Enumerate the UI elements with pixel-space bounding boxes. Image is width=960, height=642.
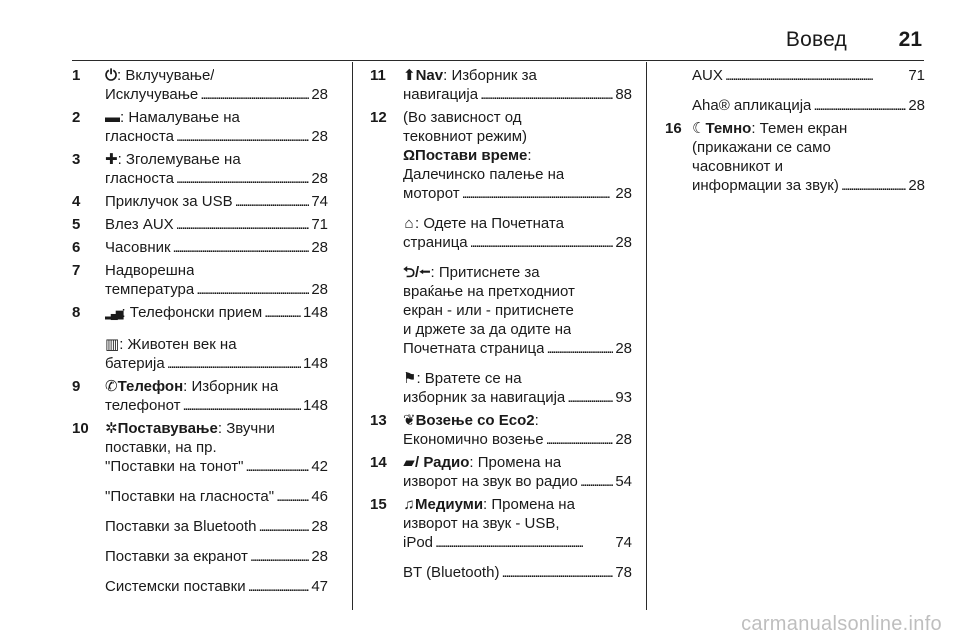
entry-text: информации за звук): [692, 177, 839, 194]
page-ref: 28: [615, 340, 632, 357]
entry-label: / Радио: [415, 454, 470, 471]
entry-number: 16: [665, 120, 682, 137]
entry-number: 6: [72, 239, 81, 256]
entry-text: моторот: [403, 185, 460, 202]
entry-bt-media: [370, 563, 632, 582]
entry-number: 12: [370, 109, 387, 126]
entry-phone-signal: [72, 303, 328, 324]
radio-icon: ▰: [403, 454, 415, 471]
navigation-arrow-icon: ⬆: [403, 67, 416, 84]
entry-number: 13: [370, 412, 387, 429]
entry-label: Постави време: [415, 147, 528, 164]
entry-text: : Намалување на: [120, 109, 240, 126]
entry-text: : Телефонски прием: [121, 304, 263, 321]
entry-aux-media: [665, 66, 925, 85]
entry-home: [370, 214, 632, 252]
entry-text: Системски поставки: [105, 578, 246, 595]
entry-power: [72, 66, 328, 104]
entry-text: AUX: [692, 67, 723, 84]
page-ref: 54: [615, 473, 632, 490]
entry-text: : Вратете се на: [416, 370, 522, 387]
entry-text: : Промена на: [469, 454, 562, 471]
entry-text: : Одете на Почетната: [415, 215, 564, 232]
page-ref: 78: [615, 564, 632, 581]
entry-text: : Изборник на: [183, 378, 279, 395]
entry-text: Почетната страница: [403, 340, 545, 357]
plus-icon: ✚: [105, 151, 118, 168]
entry-usb: [72, 192, 328, 211]
entry-aha: [665, 96, 925, 115]
page-ref: 74: [311, 193, 328, 210]
entry-number: 11: [370, 67, 386, 84]
entry-text: гласноста: [105, 170, 174, 187]
entry-text: :: [534, 412, 539, 429]
entry-text: : Звучни: [217, 420, 275, 437]
moon-icon: ☾: [692, 120, 706, 137]
eco-leaf-icon: ❦: [403, 412, 416, 429]
page-ref: 28: [615, 234, 632, 251]
home-icon: ⌂: [404, 215, 414, 232]
entry-label: Nav: [415, 67, 444, 84]
page-ref: 28: [615, 185, 632, 202]
page-ref: 93: [615, 389, 632, 406]
page-number: 21: [898, 28, 922, 51]
entry-number: 7: [72, 262, 81, 279]
entry-text: изворот на звук - USB,: [403, 515, 560, 532]
page-ref: 28: [311, 239, 328, 256]
column-divider: [352, 62, 353, 610]
entry-text: Исклучување: [105, 86, 199, 103]
page-ref: 47: [311, 578, 328, 595]
entry-media: [370, 495, 632, 552]
page-ref: 28: [311, 86, 328, 103]
page-ref: 28: [311, 518, 328, 535]
entry-number: 15: [370, 496, 387, 513]
entry-number: 10: [72, 420, 89, 437]
entry-text: BT (Bluetooth): [403, 564, 500, 581]
entry-number: 9: [72, 378, 81, 395]
entry-dark: [665, 119, 925, 195]
entry-text: екран - или - притиснете: [403, 302, 574, 319]
page-ref: 148: [302, 397, 328, 414]
page-header: [72, 26, 924, 61]
entry-label: Медиуми: [415, 496, 484, 513]
entry-system-settings: [72, 577, 328, 596]
entry-context: [370, 108, 632, 203]
page-ref: 28: [908, 97, 925, 114]
entry-label: Поставување: [117, 420, 218, 437]
page-ref: 46: [311, 488, 328, 505]
entry-eco: [370, 411, 632, 449]
entry-text: навигација: [403, 86, 479, 103]
entry-settings: [72, 419, 328, 476]
gear-icon: ✲: [105, 420, 118, 437]
entry-text: "Поставки на тонот": [105, 458, 244, 475]
page-ref: 28: [311, 281, 328, 298]
entry-volume-settings: [72, 487, 328, 506]
page-ref: 28: [311, 128, 328, 145]
entry-outside-temp: [72, 261, 328, 299]
entry-text: враќање на претходниот: [403, 283, 575, 300]
entry-text: Приклучок за USB: [105, 193, 233, 210]
entry-text: батерија: [105, 355, 165, 372]
entry-number: 14: [370, 454, 387, 471]
battery-icon: ▥: [105, 336, 120, 353]
entry-back: [370, 263, 632, 358]
entry-volume-up: [72, 150, 328, 188]
entry-display-settings: [72, 547, 328, 566]
minus-icon: ▬: [105, 109, 120, 126]
entry-volume-down: [72, 108, 328, 146]
entry-text: : Промена на: [483, 496, 575, 513]
page-ref: 71: [311, 216, 328, 233]
media-icon: ♫: [403, 496, 415, 513]
page-ref: 74: [615, 534, 632, 551]
entry-text: Надворешна: [105, 262, 195, 279]
entry-text: iPod: [403, 534, 434, 551]
entry-text: телефонот: [105, 397, 181, 414]
entry-label: Темно: [705, 120, 752, 137]
entry-text: Часовник: [105, 239, 171, 256]
entry-return-nav: [370, 369, 632, 407]
entry-text: : Зголемување на: [117, 151, 241, 168]
page-ref: 148: [302, 304, 328, 321]
entry-text: гласноста: [105, 128, 174, 145]
chapter-title: Вовед: [785, 28, 847, 51]
entry-text: Поставки за Bluetooth: [105, 518, 257, 535]
entry-phone: [72, 377, 328, 415]
page-ref: 28: [615, 431, 632, 448]
entry-nav: [370, 66, 632, 104]
entry-text: поставки, на пр.: [105, 439, 217, 456]
entry-number: 5: [72, 216, 81, 233]
entry-text: : Темен екран: [751, 120, 848, 137]
page-ref: 88: [615, 86, 632, 103]
entry-number: 8: [72, 304, 81, 321]
timer-icon: Ω: [403, 147, 416, 164]
entry-text: Економично возење: [403, 431, 544, 448]
entry-label: Телефон: [117, 378, 184, 395]
entry-radio: [370, 453, 632, 491]
entry-text: Далечинско палење на: [403, 166, 565, 183]
back-arrow-icon: ⮌/⭠: [403, 264, 431, 281]
entry-text: изборник за навигација: [403, 389, 566, 406]
entry-number: 3: [72, 151, 81, 168]
page-ref: 71: [908, 67, 925, 84]
entry-text: : Изборник за: [443, 67, 537, 84]
entry-clock: [72, 238, 328, 257]
entry-text: : Притиснете за: [430, 264, 540, 281]
signal-icon: ▂▄▆: [105, 309, 122, 320]
watermark: carmanualsonline.info: [741, 613, 942, 635]
page-ref: 42: [311, 458, 328, 475]
entry-bluetooth-settings: [72, 517, 328, 536]
entry-battery: [72, 335, 328, 373]
entry-text: часовникот и: [692, 158, 783, 175]
entry-text: температура: [105, 281, 195, 298]
column-1: [72, 66, 328, 596]
entry-text: Поставки за екранот: [105, 548, 248, 565]
power-icon: ⏻: [105, 67, 117, 84]
entry-text: "Поставки на гласноста": [105, 488, 275, 505]
entry-text: и држете за да одите на: [403, 321, 572, 338]
entry-label: Возење со Eco2: [415, 412, 535, 429]
entry-text: страница: [403, 234, 468, 251]
entry-number: 2: [72, 109, 81, 126]
entry-text: Aha® апликација: [692, 97, 812, 114]
entry-text: тековниот режим): [403, 128, 528, 145]
entry-aux: [72, 215, 328, 234]
entry-text: Влез AUX: [105, 216, 174, 233]
entry-text: изворот на звук во радио: [403, 473, 578, 490]
flag-icon: ⚑: [403, 370, 417, 387]
phone-icon: ✆: [105, 378, 118, 395]
entry-text: : Вклучување/: [117, 67, 215, 84]
page-ref: 148: [302, 355, 328, 372]
entry-text: : Животен век на: [119, 336, 237, 353]
entry-text: :: [527, 147, 532, 164]
entry-text: (Во зависност од: [403, 109, 522, 126]
column-divider: [646, 62, 647, 610]
entry-number: 4: [72, 193, 81, 210]
entry-number: 1: [72, 67, 81, 84]
entry-text: (прикажани се само: [692, 139, 831, 156]
page-ref: 28: [908, 177, 925, 194]
page-ref: 28: [311, 548, 328, 565]
column-3: [665, 66, 925, 195]
page-ref: 28: [311, 170, 328, 187]
column-2: [370, 66, 632, 582]
